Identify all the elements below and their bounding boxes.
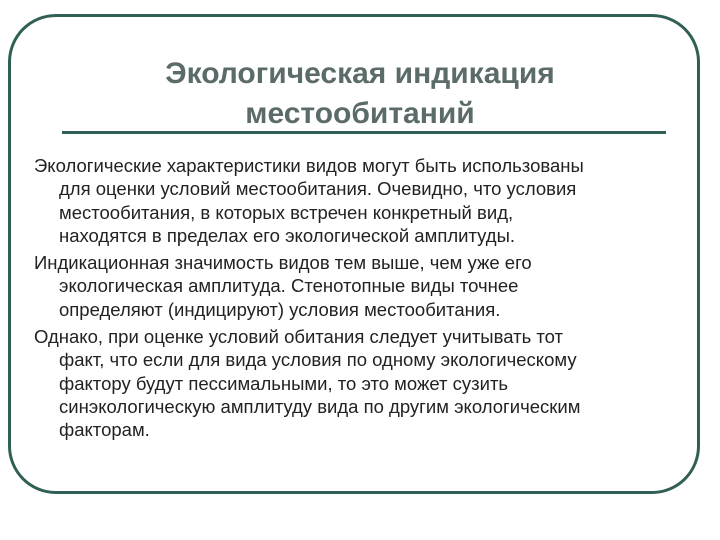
paragraph-line: Индикационная значимость видов тем выше, чем уже его <box>34 252 532 274</box>
paragraph-line: факторам. <box>59 419 150 441</box>
paragraph-line: Однако, при оценке условий обитания следует учитывать тот <box>34 326 563 348</box>
paragraph-2 <box>34 251 686 321</box>
paragraph-line: Экологические характеристики видов могут быть использованы <box>34 155 584 176</box>
paragraph-line: факт, что если для вида условия по одному экологическому <box>59 349 577 371</box>
paragraph-line: местообитания, в которых встречен конкретный вид, <box>59 201 514 223</box>
slide-title-line-2: местообитаний <box>245 97 475 130</box>
paragraph-line: определяют (индицируют) условия местообитания. <box>59 298 501 320</box>
paragraph-line: синэкологическую амплитуду вида по другим экологическим <box>59 395 581 417</box>
paragraph-line: для оценки условий местообитания. Очевидно, что условия <box>59 178 577 200</box>
slide-body <box>34 154 686 446</box>
paragraph-3 <box>34 325 686 441</box>
slide-title <box>60 54 660 134</box>
slide-title-line-1: Экологическая индикация <box>165 57 555 90</box>
title-underline <box>62 131 666 134</box>
paragraph-1 <box>34 154 686 247</box>
paragraph-line: экологическая амплитуда. Стенотопные виды точнее <box>59 275 519 297</box>
paragraph-line: находятся в пределах его экологической амплитуды. <box>59 224 516 246</box>
paragraph-line: фактору будут пессимальными, то это может сузить <box>59 372 509 394</box>
